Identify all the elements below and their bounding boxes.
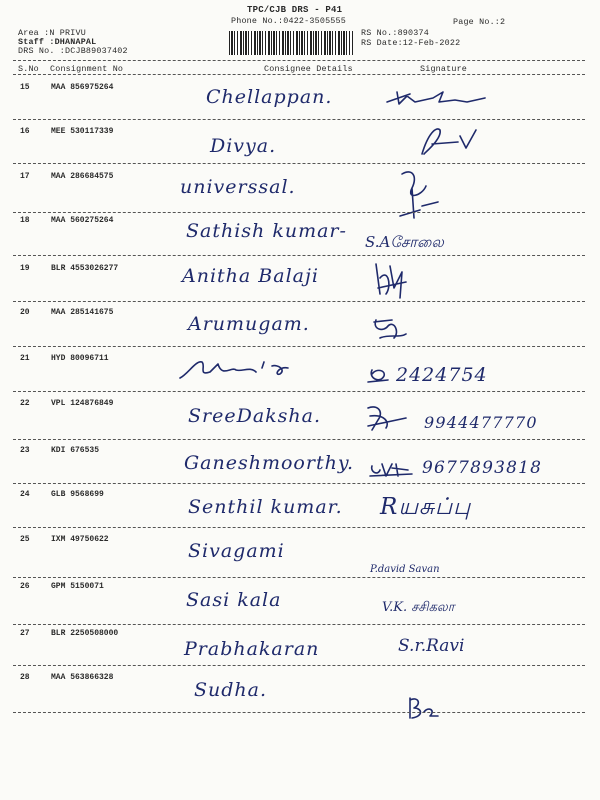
consignee-name: Senthil kumar. — [188, 496, 343, 518]
row-rule — [13, 212, 585, 213]
signature-icon — [372, 258, 412, 302]
col-consignment: Consignment No — [50, 64, 124, 74]
row-number: 17 — [20, 172, 30, 181]
barcode-icon — [229, 31, 353, 55]
signature-text: S.Aசோலை — [365, 233, 444, 251]
consignee-name: Arumugam. — [188, 313, 310, 335]
header-rule — [13, 60, 585, 61]
row-number: 26 — [20, 582, 30, 591]
consignee-name: Anitha Balaji — [182, 265, 319, 287]
phone-number: Phone No.:0422-3505555 — [231, 16, 346, 26]
area-label: Area :N PRIVU — [18, 28, 86, 38]
signature-text: 9677893818 — [422, 458, 543, 478]
row-number: 24 — [20, 490, 30, 499]
row-rule — [13, 527, 585, 528]
signature-text: Rயசுப்பு — [380, 494, 472, 520]
row-rule — [13, 301, 585, 302]
row-number: 25 — [20, 535, 30, 544]
consignee-name: Sathish kumar- — [186, 220, 347, 242]
consignment-number: BLR 2250508000 — [51, 629, 119, 638]
consignment-number: MEE 530117339 — [51, 127, 114, 136]
consignment-number: HYD 80096711 — [51, 354, 109, 363]
consignee-name: Sasi kala — [186, 589, 282, 611]
signature-icon — [368, 458, 416, 480]
signature-icon — [364, 402, 408, 436]
signature-icon — [370, 316, 410, 346]
drs-number: DRS No. :DCJB89037402 — [18, 46, 128, 56]
row-rule — [13, 577, 585, 578]
columns-rule — [13, 74, 585, 75]
rs-date: RS Date:12-Feb-2022 — [361, 38, 461, 48]
sheet-title: TPC/CJB DRS - P41 — [247, 5, 343, 15]
row-rule — [13, 665, 585, 666]
signature-icon — [404, 694, 440, 722]
row-number: 23 — [20, 446, 30, 455]
consignee-name: universsal. — [180, 176, 296, 198]
signature-text: P.david Savan — [370, 564, 440, 575]
row-rule — [13, 163, 585, 164]
row-number: 21 — [20, 354, 30, 363]
row-rule — [13, 391, 585, 392]
consignment-number: GPM 5150071 — [51, 582, 104, 591]
consignment-number: MAA 563866328 — [51, 673, 114, 682]
row-number: 27 — [20, 629, 30, 638]
consignment-number: MAA 286684575 — [51, 172, 114, 181]
signature-icon — [392, 166, 452, 224]
row-number: 16 — [20, 127, 30, 136]
consignment-number: MAA 560275264 — [51, 216, 114, 225]
row-rule — [13, 346, 585, 347]
signature-text: V.K. சசிகலா — [382, 600, 455, 615]
row-rule — [13, 624, 585, 625]
consignment-number: MAA 285141675 — [51, 308, 114, 317]
row-rule — [13, 712, 585, 713]
rs-number: RS No.:890374 — [361, 28, 429, 38]
consignee-name: SreeDaksha. — [188, 405, 322, 427]
row-rule — [13, 483, 585, 484]
signature-icon — [418, 124, 498, 160]
consignee-name: Divya. — [210, 135, 277, 157]
row-number: 19 — [20, 264, 30, 273]
row-rule — [13, 119, 585, 120]
staff-label: Staff :DHANAPAL — [18, 37, 97, 47]
col-signature: Signature — [420, 64, 468, 74]
col-sno: S.No — [18, 64, 39, 74]
signature-icon — [385, 88, 495, 108]
consignee-name: Prabhakaran — [184, 638, 320, 660]
signature-text: 2424754 — [396, 364, 488, 386]
consignment-number: KDI 676535 — [51, 446, 100, 455]
consignment-number: BLR 4553026277 — [51, 264, 119, 273]
row-number: 18 — [20, 216, 30, 225]
col-consignee: Consignee Details — [264, 64, 353, 74]
consignment-number: GLB 9568699 — [51, 490, 104, 499]
row-rule — [13, 255, 585, 256]
consignee-name: Sudha. — [194, 679, 268, 701]
row-rule — [13, 439, 585, 440]
consignment-number: VPL 124876849 — [51, 399, 114, 408]
consignment-number: MAA 856975264 — [51, 83, 114, 92]
signature-icon — [366, 366, 390, 386]
row-number: 20 — [20, 308, 30, 317]
page-number: Page No.:2 — [453, 17, 506, 27]
row-number: 15 — [20, 83, 30, 92]
consignee-name: Ganeshmoorthy. — [184, 452, 355, 474]
signature-text: S.r.Ravi — [398, 636, 465, 656]
consignee-name: Chellappan. — [206, 86, 333, 108]
row-number: 28 — [20, 673, 30, 682]
signature-text: 9944477770 — [424, 413, 538, 432]
consignment-number: IXM 49750622 — [51, 535, 109, 544]
consignee-name: Sivagami — [188, 540, 285, 562]
row-number: 22 — [20, 399, 30, 408]
